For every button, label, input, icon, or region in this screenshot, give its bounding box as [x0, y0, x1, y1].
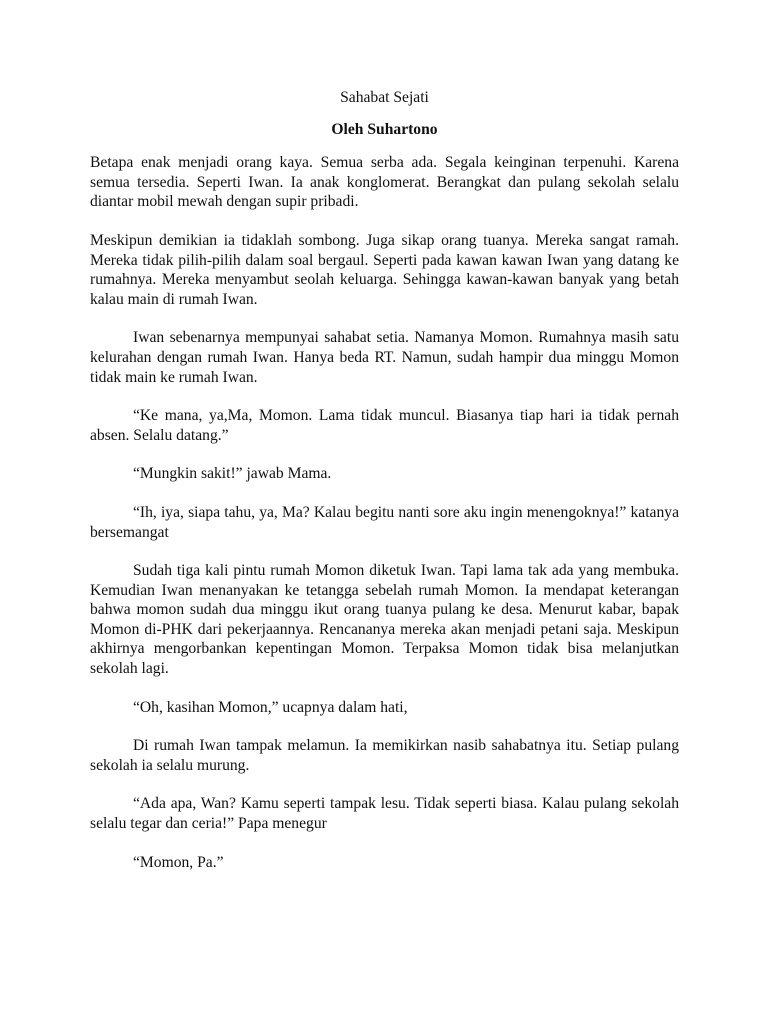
- paragraph-4: “Ke mana, ya,Ma, Momon. Lama tidak muncul. Biasanya tiap hari ia tidak pernah absen. Selalu datang.”: [90, 407, 679, 444]
- paragraph-9: Di rumah Iwan tampak melamun. Ia memikirkan nasib sahabatnya itu. Setiap pulang sekolah ia selalu murung.: [90, 737, 679, 774]
- paragraph-10: “Ada apa, Wan? Kamu seperti tampak lesu. Tidak seperti biasa. Kalau pulang sekolah selalu tegar dan ceria!” Papa menegur: [90, 795, 679, 833]
- paragraph-11: “Momon, Pa.”: [133, 853, 224, 871]
- paragraph-2: Meskipun demikian ia tidaklah sombong. Juga sikap orang tuanya. Mereka sangat ramah. Mereka tidak pilih-pilih dalam soal bergaul. Seperti pada kawan kawan Iwan yang datang ke rumahnya. Mereka menyambut seolah keluarga. Sehingga kawan-kawan banyak yang betah kalau main di rumah Iwan.: [90, 231, 679, 308]
- paragraph-3: Iwan sebenarnya mempunyai sahabat setia. Namanya Momon. Rumahnya masih satu kelurahan dengan rumah Iwan. Hanya beda RT. Namun, sudah hampir dua minggu Momon tidak main ke rumah Iwan.: [90, 329, 679, 386]
- paragraph-1: Betapa enak menjadi orang kaya. Semua serba ada. Segala keinginan terpenuhi. Karena semua tersedia. Seperti Iwan. Ia anak konglomerat. Berangkat dan pulang sekolah selalu diantar mobil mewah dengan supir pribadi.: [90, 154, 679, 211]
- document-author: Oleh Suhartono: [331, 120, 438, 138]
- paragraph-5: “Mungkin sakit!” jawab Mama.: [133, 465, 332, 483]
- paragraph-6: “Ih, iya, siapa tahu, ya, Ma? Kalau begitu nanti sore aku ingin menengoknya!” katanya bersemangat: [90, 503, 679, 541]
- paragraph-8: “Oh, kasihan Momon,” ucapnya dalam hati,: [133, 698, 408, 716]
- paragraph-7: Sudah tiga kali pintu rumah Momon diketuk Iwan. Tapi lama tak ada yang membuka. Kemudian Iwan menanyakan ke tetangga sebelah rumah Momon. Ia mendapat keterangan bahwa momon sudah dua minggu ikut orang tuanya pulang ke desa. Menurut kabar, bapak Momon di-PHK dari pekerjaannya. Rencananya mereka akan menjadi petani saja. Meskipun akhirnya mengorbankan kepentingan Momon. Terpaksa Momon tidak bisa melanjutkan sekolah lagi.: [90, 562, 679, 678]
- document-title: Sahabat Sejati: [340, 89, 429, 106]
- document-page: [90, 88, 679, 872]
